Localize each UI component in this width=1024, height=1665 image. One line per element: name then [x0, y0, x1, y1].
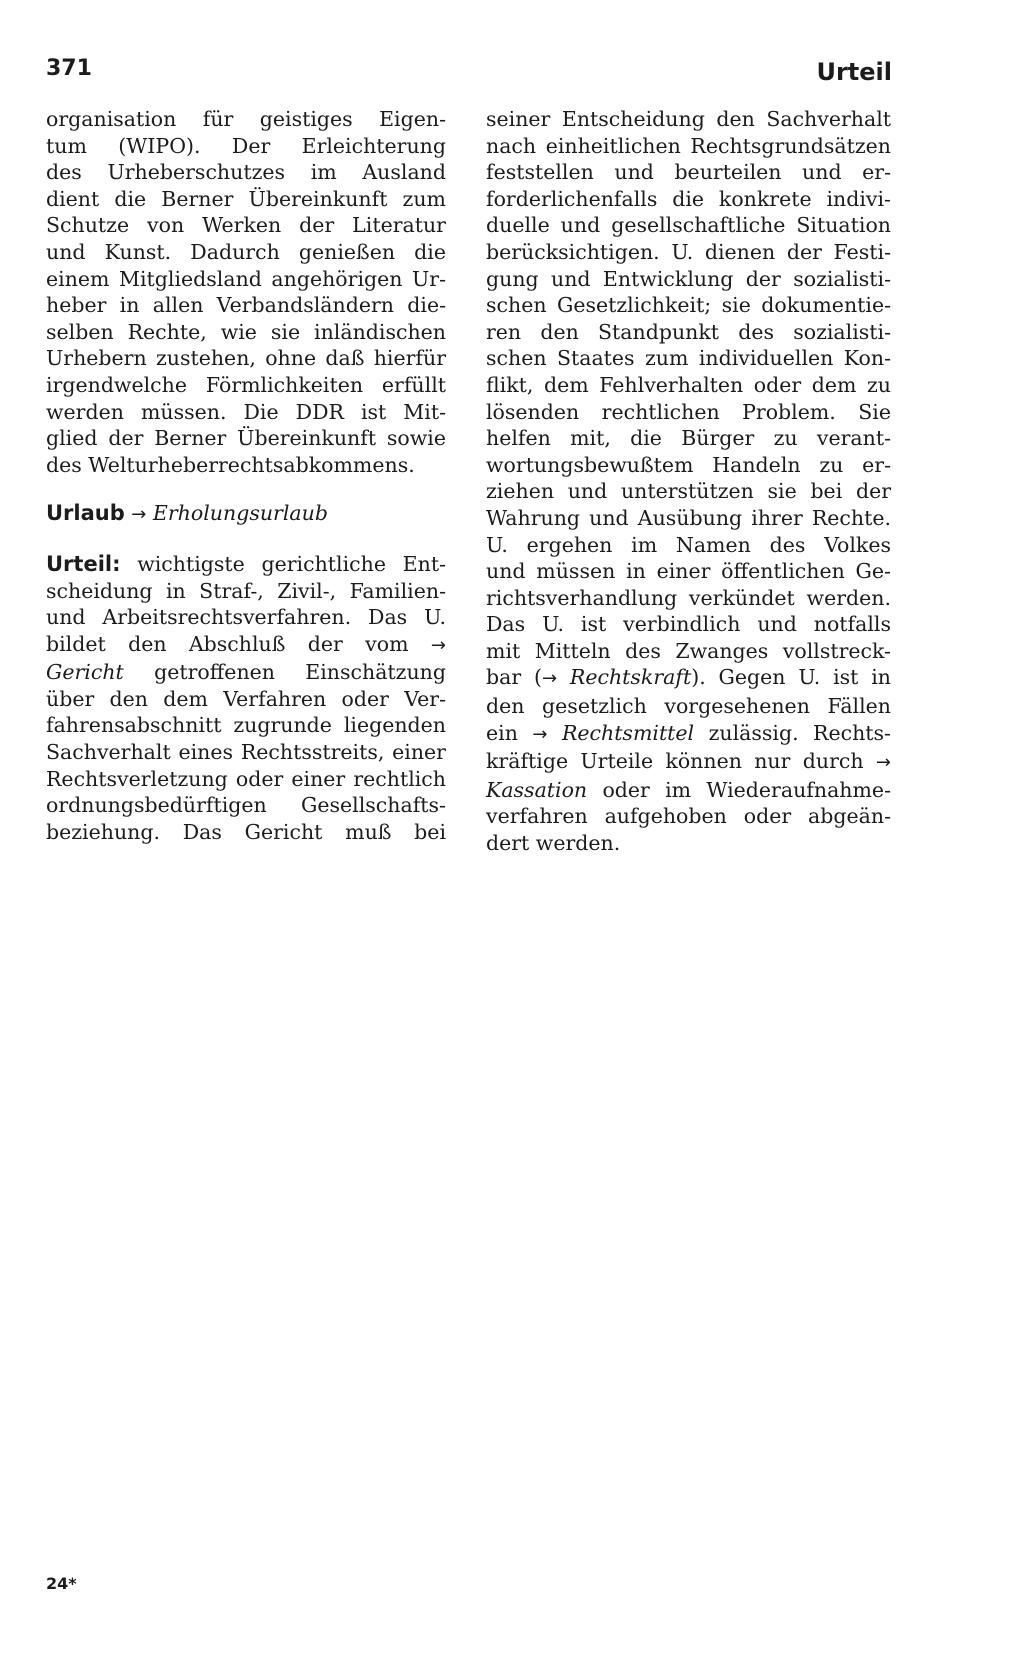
cross-reference-rechtsmittel[interactable]: Rechtsmittel — [561, 720, 695, 745]
right-column — [486, 106, 891, 857]
text-line: berücksichtigen. U. dienen der Festi- — [486, 239, 891, 264]
entry-term-urlaub: Urlaub — [46, 501, 125, 526]
text-line: richtsverhandlung verkündet werden. — [486, 585, 891, 610]
text-line — [46, 500, 446, 529]
cross-reference-rechtskraft[interactable]: Rechtskraft — [569, 665, 692, 690]
text-line: und Kunst. Dadurch genießen die — [46, 239, 446, 264]
text-line: Urhebern zustehen, ohne daß hierfür — [46, 346, 446, 371]
text-line: mit Mitteln des Zwanges vollstreck- — [486, 638, 891, 663]
arrow-icon: → — [541, 668, 558, 690]
text-line: und Arbeitsrechtsverfahren. Das U. — [46, 605, 446, 630]
text-line: Urteil: wichtigste gerichtliche Ent- — [46, 551, 446, 576]
text-line: scheidung in Straf-, Zivil-, Familien- — [46, 578, 446, 603]
arrow-icon: → — [875, 752, 891, 774]
text-line: Kassation oder im Wiederaufnahme- — [486, 777, 891, 802]
text-line: dient die Berner Übereinkunft zum — [46, 186, 446, 211]
text-line: ren den Standpunkt des sozialisti- — [486, 319, 891, 344]
text-line: ziehen und unterstützen sie bei der — [486, 479, 891, 504]
text-line: seiner Entscheidung den Sachverhalt — [486, 107, 891, 131]
text-line: organisation für geistiges Eigen- — [46, 107, 446, 131]
cross-reference-erholungsurlaub[interactable]: Erholungsurlaub — [152, 501, 328, 526]
text-line: Schutze von Werken der Literatur — [46, 213, 446, 238]
text-line: tum (WIPO). Der Erleichterung — [46, 133, 446, 158]
text-line: Rechtsverletzung oder einer rechtlich — [46, 766, 446, 791]
text-line: nach einheitlichen Rechtsgrundsätzen — [486, 133, 891, 158]
text-line: forderlichenfalls die konkrete indivi- — [486, 186, 891, 211]
text-line: über den dem Verfahren oder Ver- — [46, 686, 446, 711]
text-line: fahrensabschnitt zugrunde liegenden — [46, 713, 446, 738]
arrow-icon: → — [430, 634, 446, 656]
text-line: ein → Rechtsmittel zulässig. Rechts- — [486, 720, 891, 745]
entry-urlaub — [46, 500, 446, 529]
text-line: Sachverhalt eines Rechtsstreits, einer — [46, 740, 446, 765]
text-line: bar (→ Rechtskraft). Gegen U. ist in — [486, 665, 891, 690]
text-line: verfahren aufgehoben oder abgeän- — [486, 804, 891, 829]
text-line: schen Gesetzlichkeit; sie dokumentie- — [486, 293, 891, 318]
text-line: duelle und gesellschaftliche Situation — [486, 213, 891, 238]
cross-reference-kassation[interactable]: Kassation — [486, 777, 588, 802]
text-line: Das U. ist verbindlich und notfalls — [486, 612, 891, 637]
arrow-icon: → — [532, 723, 548, 745]
text-line: des Urheberschutzes im Ausland — [46, 160, 446, 185]
text-line: werden müssen. Die DDR ist Mit- — [46, 399, 446, 424]
text-line: bildet den Abschluß der vom → — [46, 631, 446, 656]
text-line: und müssen in einer öffentlichen Ge- — [486, 559, 891, 584]
running-head: Urteil — [816, 58, 892, 86]
signature-mark: 24* — [46, 1574, 77, 1593]
text-line: dert werden. — [486, 831, 621, 856]
text-line: heber in allen Verbandsländern die- — [46, 293, 446, 318]
page-number: 371 — [46, 56, 92, 81]
left-column — [46, 106, 446, 845]
text-line: wortungsbewußtem Handeln zu er- — [486, 452, 891, 477]
entry-term-urteil: Urteil — [46, 551, 113, 576]
text-line: irgendwelche Förmlichkeiten erfüllt — [46, 372, 446, 397]
text-line: selben Rechte, wie sie inländischen — [46, 319, 446, 344]
text-line: den gesetzlich vorgesehenen Fällen — [486, 694, 891, 719]
text-line: Gericht getroffenen Einschätzung — [46, 660, 446, 685]
text-line: kräftige Urteile können nur durch → — [486, 749, 891, 774]
text-line: U. ergehen im Namen des Volkes — [486, 532, 891, 557]
paragraph-wipo — [46, 106, 446, 478]
text-line: glied der Berner Übereinkunft sowie — [46, 426, 446, 451]
text-line: schen Staates zum individuellen Kon- — [486, 346, 891, 371]
arrow-icon: → — [131, 504, 147, 526]
text-line: einem Mitgliedsland angehörigen Ur- — [46, 266, 446, 291]
entry-urteil — [46, 551, 446, 846]
text-line: gung und Entwicklung der sozialisti- — [486, 266, 891, 291]
text-line: lösenden rechtlichen Problem. Sie — [486, 399, 891, 424]
text-line: flikt, dem Fehlverhalten oder dem zu — [486, 372, 891, 397]
text-line: feststellen und beurteilen und er- — [486, 160, 891, 185]
text-line: ordnungsbedürftigen Gesellschafts- — [46, 793, 446, 818]
text-line: des Welturheberrechtsabkommens. — [46, 452, 415, 477]
text-line: Wahrung und Ausübung ihrer Rechte. — [486, 505, 891, 530]
cross-reference-gericht[interactable]: Gericht — [46, 660, 124, 685]
text-line: beziehung. Das Gericht muß bei — [46, 819, 446, 844]
text-line: helfen mit, die Bürger zu verant- — [486, 426, 891, 451]
